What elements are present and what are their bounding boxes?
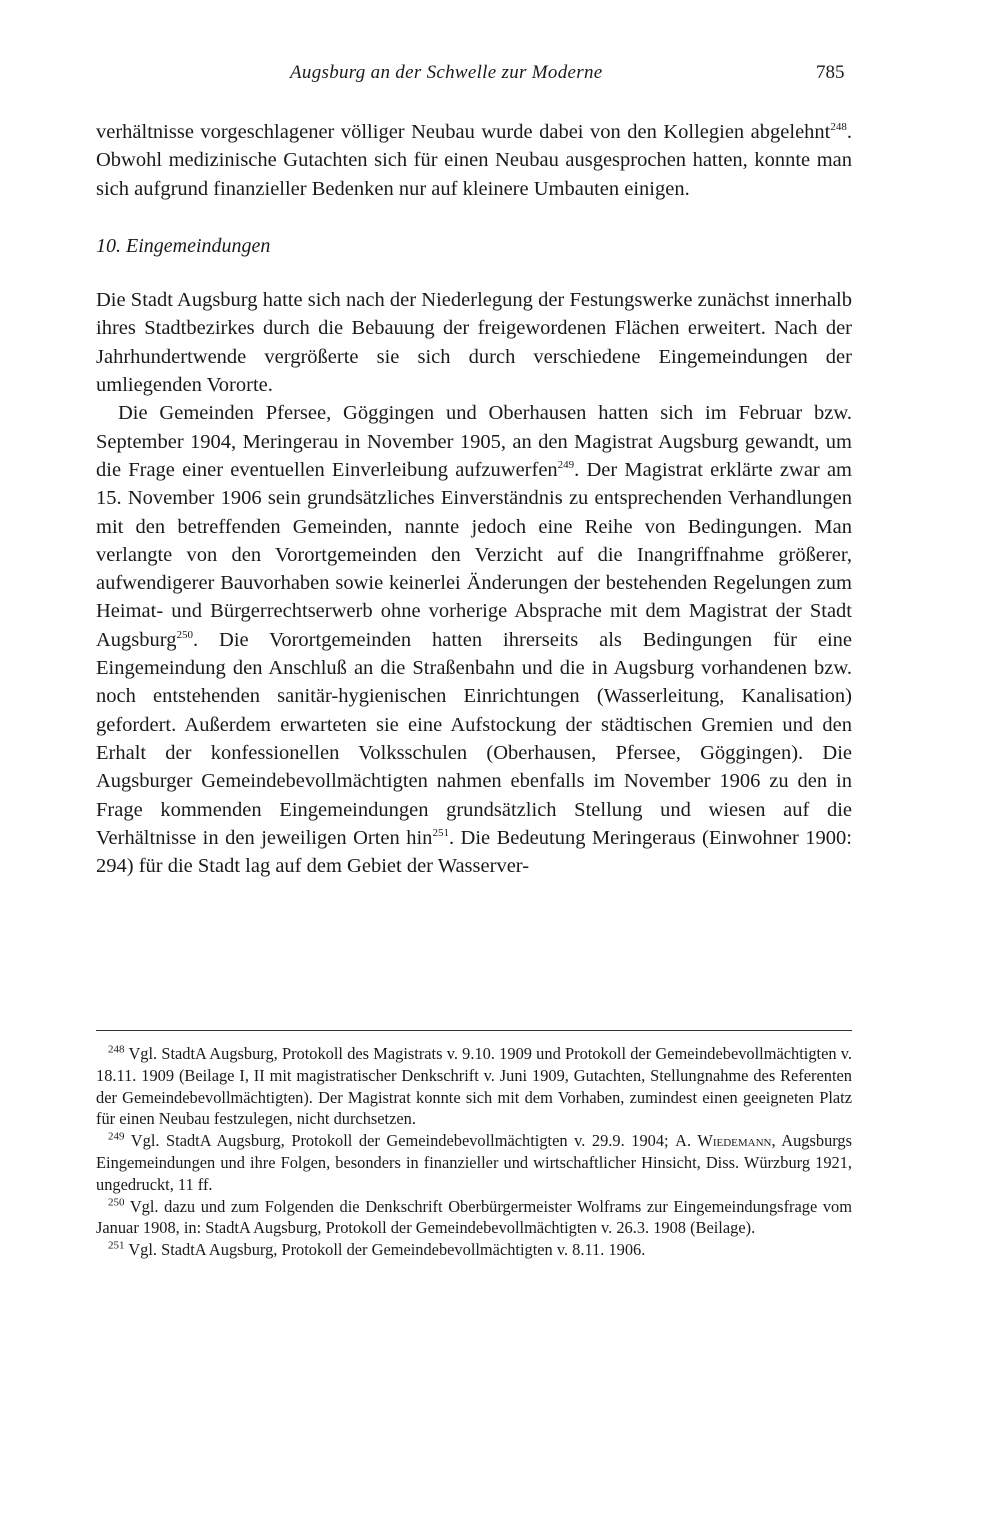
body-text — [96, 118, 852, 880]
page-number: 785 — [816, 62, 845, 83]
section-heading: 10. Eingemeindungen — [96, 234, 271, 257]
footnote-number-249: 249 — [108, 1130, 125, 1143]
running-title: Augsburg an der Schwelle zur Moderne — [290, 62, 603, 83]
footnote-number-248: 248 — [108, 1043, 125, 1056]
paragraph-3-text-a: Die Gemeinden Pfersee, Göggingen und Oberhausen hatten sich im Februar bzw. September 1904, Meringerau in November 1905, an den Magistrat Augsburg gewandt, um die Frage einer eventuellen Einverleibung aufzuwerfen — [96, 402, 852, 481]
footnotes — [96, 1043, 852, 1261]
paragraph-3-text-d: . Die Bedeutung Meringeraus (Einwohner 1900: 294) für die Stadt lag auf dem Gebiet der Wasserver- — [96, 826, 852, 878]
footnote-ref-248: 248 — [830, 121, 847, 134]
paragraph-2: Die Stadt Augsburg hatte sich nach der Niederlegung der Festungswerke zunächst innerhalb ihres Stadtbezirkes durch die Bebauung der freigewordenen Flächen erweitert. Nach der Jahrhundertwende vergrößerte sie sich durch verschiedene Eingemeindungen der umliegenden Vororte. — [96, 289, 852, 397]
footnote-249-author: A. Wiedemann — [675, 1131, 772, 1151]
footnote-ref-249: 249 — [557, 459, 575, 472]
footnote-249 — [96, 1130, 852, 1195]
footnote-number-250: 250 — [108, 1196, 125, 1209]
footnote-248 — [96, 1043, 852, 1130]
footnote-250-text: Vgl. dazu und zum Folgenden die Denkschrift Oberbürgermeister Wolframs zur Eingemeindungsfrage vom Januar 1908, in: StadtA Augsburg, Protokoll der Gemeindebevollmächtigten v. 26.3. 1908 (Beilage). — [96, 1196, 852, 1238]
paragraph-1-text-a: verhältnisse vorgeschlagener völliger Neubau wurde dabei von den Kollegien abgelehnt — [96, 121, 831, 143]
paragraph-3-text-c: . Die Vorortgemeinden hatten ihrerseits als Bedingungen für eine Eingemeindung den Anschluß an die Straßenbahn und die in Augsburg vorhandenen bzw. noch entstehenden sanitär-hygienischen Einrichtungen (Wasserleitung, Kanalisation) gefordert. Außerdem erwarteten sie eine Aufstockung der städtischen Gremien und den Erhalt der konfessionellen Volksschulen (Oberhausen, Pfersee, Göggingen). Die Augsburger Gemeindebevollmächtigten nahmen ebenfalls im November 1906 zu den in Frage kommenden Eingemeindungen grundsätzlich Stellung und wiesen auf die Verhältnisse in den jeweiligen Orten hin — [96, 628, 852, 849]
footnote-249-text-a: Vgl. StadtA Augsburg, Protokoll der Gemeindebevollmächtigten v. 29.9. 1904; — [130, 1131, 676, 1151]
footnote-ref-251: 251 — [432, 827, 449, 839]
footnote-250 — [96, 1196, 852, 1240]
footnote-249-text-b: , Augsburgs Eingemeindungen und ihre Folgen, besonders in finanzieller und wirtschaftlicher Hinsicht, Diss. Würzburg 1921, ungedruckt, 11 ff. — [96, 1131, 853, 1194]
footnote-number-251: 251 — [108, 1239, 125, 1252]
footnote-ref-250: 250 — [176, 628, 193, 641]
footnote-251 — [96, 1239, 852, 1261]
footnote-rule — [96, 1030, 852, 1031]
running-head — [0, 62, 1000, 92]
paragraph-1 — [96, 118, 852, 203]
footnote-251-text: Vgl. StadtA Augsburg, Protokoll der Gemeindebevollmächtigten v. 8.11. 1906. — [128, 1240, 646, 1260]
paragraph-1-text-b: . Obwohl medizinische Gutachten sich für einen Neubau ausgesprochen hatten, konnte man sich aufgrund finanzieller Bedenken nur auf kleinere Umbauten einigen. — [96, 121, 852, 200]
footnote-248-text: Vgl. StadtA Augsburg, Protokoll des Magistrats v. 9.10. 1909 und Protokoll der Gemeindebevollmächtigten v. 18.11. 1909 (Beilage I, II mit magistratischer Denkschrift v. Juni 1909, Gutachten, Stellungnahme des Referenten der Gemeindebevollmächtigten). Der Magistrat konnte sich mit dem Vorhaben, zumindest einen geeigneten Platz für einen Neubau festzulegen, nicht durchsetzen. — [96, 1044, 852, 1129]
paragraph-3 — [96, 399, 852, 880]
paragraph-3-text-b: . Der Magistrat erklärte zwar am 15. November 1906 sein grundsätzliches Einverständnis zu entsprechenden Verhandlungen mit den betreffenden Gemeinden, nannte jedoch eine Reihe von Bedingungen. Man verlangte von den Vorortgemeinden den Verzicht auf die Inangriffnahme größerer, aufwendigerer Bauvorhaben sowie keinerlei Änderungen der bestehenden Regelungen zum Heimat- und Bürgerrechtserwerb ohne vorherige Absprache mit dem Magistrat der Stadt Augsburg — [96, 458, 852, 651]
